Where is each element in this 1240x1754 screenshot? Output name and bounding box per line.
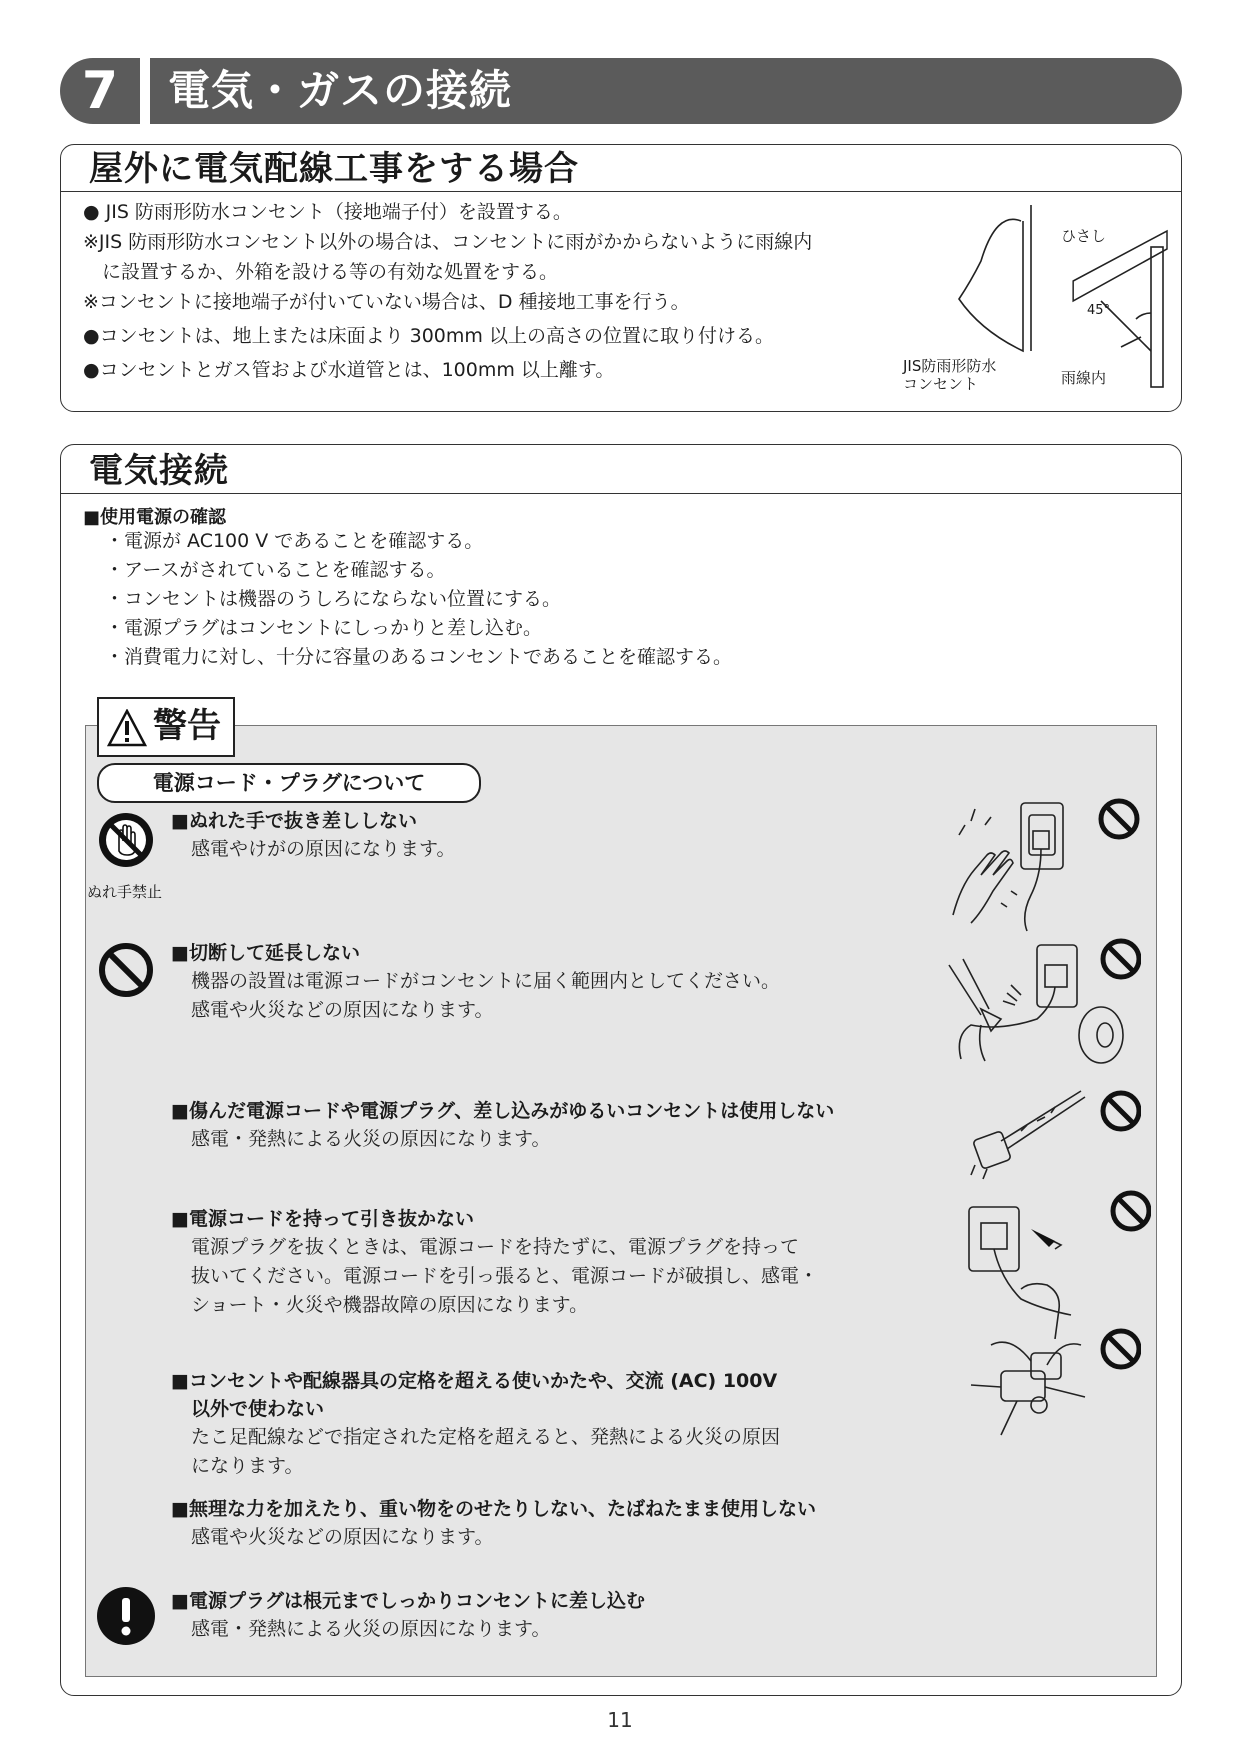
warning-item-heading: ■ぬれた手で抜き差ししない xyxy=(171,810,417,832)
warning-item-heading: ■コンセントや配線器具の定格を超える使いかたや、交流 (AC) 100V xyxy=(171,1370,778,1392)
angle-label: 45° xyxy=(1087,303,1111,318)
wet-hand-outlet-illustration xyxy=(941,795,1141,935)
warning-item-heading: ■切断して延長しない xyxy=(171,942,360,964)
warning-label-text: 警告 xyxy=(153,706,221,746)
warning-item-heading-cont: 以外で使わない xyxy=(191,1398,325,1420)
warning-item-body: 電源プラグを抜くときは、電源コードを持たずに、電源プラグを持って xyxy=(191,1236,800,1258)
warning-item-body: 感電やけがの原因になります。 xyxy=(191,838,456,860)
power-check-item: ・コンセントは機器のうしろにならない位置にする。 xyxy=(105,588,562,610)
outdoor-line: ※コンセントに接地端子が付いていない場合は、D 種接地工事を行う。 xyxy=(83,291,690,313)
topic-pill xyxy=(97,763,481,803)
pulling-cord-illustration xyxy=(951,1189,1151,1339)
outlet-drawing xyxy=(959,205,1031,351)
chapter-title: 電気・ガスの接続 xyxy=(168,66,513,115)
chapter-number: 7 xyxy=(81,61,119,121)
outdoor-line: ※JIS 防雨形防水コンセント以外の場合は、コンセントに雨がかからないように雨線内 xyxy=(83,231,813,253)
warning-item-body: 感電や火災などの原因になります。 xyxy=(191,999,494,1021)
warning-item-body: たこ足配線などで指定された定格を超えると、発熱による火災の原因 xyxy=(191,1426,781,1448)
eave-label: ひさし xyxy=(1061,227,1107,245)
cutting-cord-illustration xyxy=(941,935,1141,1075)
electric-connection-title: 電気接続 xyxy=(89,451,229,491)
warning-item-body: 感電・発熱による火災の原因になります。 xyxy=(191,1128,551,1150)
outdoor-line: に設置するか、外箱を設ける等の有効な処置をする。 xyxy=(83,261,559,283)
octopus-wiring-illustration xyxy=(961,1325,1141,1445)
warning-item-body: ショート・火災や機器故障の原因になります。 xyxy=(191,1294,589,1316)
warning-item-body: になります。 xyxy=(191,1455,304,1477)
chapter-divider xyxy=(140,58,150,124)
outdoor-line: ●コンセントとガス管および水道管とは、100mm 以上離す。 xyxy=(83,359,615,381)
wet-hand-caption: ぬれ手禁止 xyxy=(87,883,163,901)
topic-text: 電源コード・プラグについて xyxy=(152,771,426,795)
warning-item-body: 抜いてください。電源コードを引っ張ると、電源コードが破損し、感電・ xyxy=(191,1265,819,1287)
chapter-header xyxy=(60,58,1182,124)
warning-label xyxy=(97,697,235,757)
section-divider xyxy=(61,493,1181,494)
warning-item-heading: ■無理な力を加えたり、重い物をのせたりしない、たばねたまま使用しない xyxy=(171,1498,816,1520)
power-check-item: ・アースがされていることを確認する。 xyxy=(105,559,446,581)
electric-connection-section xyxy=(60,444,1182,1696)
warning-item-body: 感電・発熱による火災の原因になります。 xyxy=(191,1618,551,1640)
warning-item-heading: ■電源コードを持って引き抜かない xyxy=(171,1208,474,1230)
power-check-item: ・電源が AC100 V であることを確認する。 xyxy=(105,530,484,552)
warning-item-body: 機器の設置は電源コードがコンセントに届く範囲内としてください。 xyxy=(191,970,781,992)
wet-hand-prohibited-icon xyxy=(97,811,155,869)
outdoor-line: ●コンセントは、地上または床面より 300mm 以上の高さの位置に取り付ける。 xyxy=(83,325,774,347)
section-divider xyxy=(61,191,1181,192)
power-check-item: ・消費電力に対し、十分に容量のあるコンセントであることを確認する。 xyxy=(105,646,733,668)
outdoor-wiring-section xyxy=(60,144,1182,412)
mandatory-action-icon xyxy=(95,1585,157,1647)
warning-item-heading: ■傷んだ電源コードや電源プラグ、差し込みがゆるいコンセントは使用しない xyxy=(171,1100,835,1122)
damaged-plug-illustration xyxy=(961,1085,1141,1185)
warning-triangle-icon xyxy=(107,709,147,747)
page-number: 11 xyxy=(607,1708,633,1732)
outlet-label-line-2: コンセント xyxy=(903,375,979,393)
power-check-heading: ■使用電源の確認 xyxy=(83,507,227,528)
prohibited-icon xyxy=(97,941,155,999)
outdoor-line: ● JIS 防雨形防水コンセント（接地端子付）を設置する。 xyxy=(83,201,572,223)
rain-line-label: 雨線内 xyxy=(1061,369,1107,387)
warning-item-body: 感電や火災などの原因になります。 xyxy=(191,1526,494,1548)
outdoor-wiring-title: 屋外に電気配線工事をする場合 xyxy=(89,149,579,189)
warning-item-heading: ■電源プラグは根元までしっかりコンセントに差し込む xyxy=(171,1590,645,1612)
outlet-label xyxy=(903,357,996,393)
power-check-item: ・電源プラグはコンセントにしっかりと差し込む。 xyxy=(105,617,543,639)
outlet-label-line-1: JIS防雨形防水 xyxy=(903,357,997,375)
